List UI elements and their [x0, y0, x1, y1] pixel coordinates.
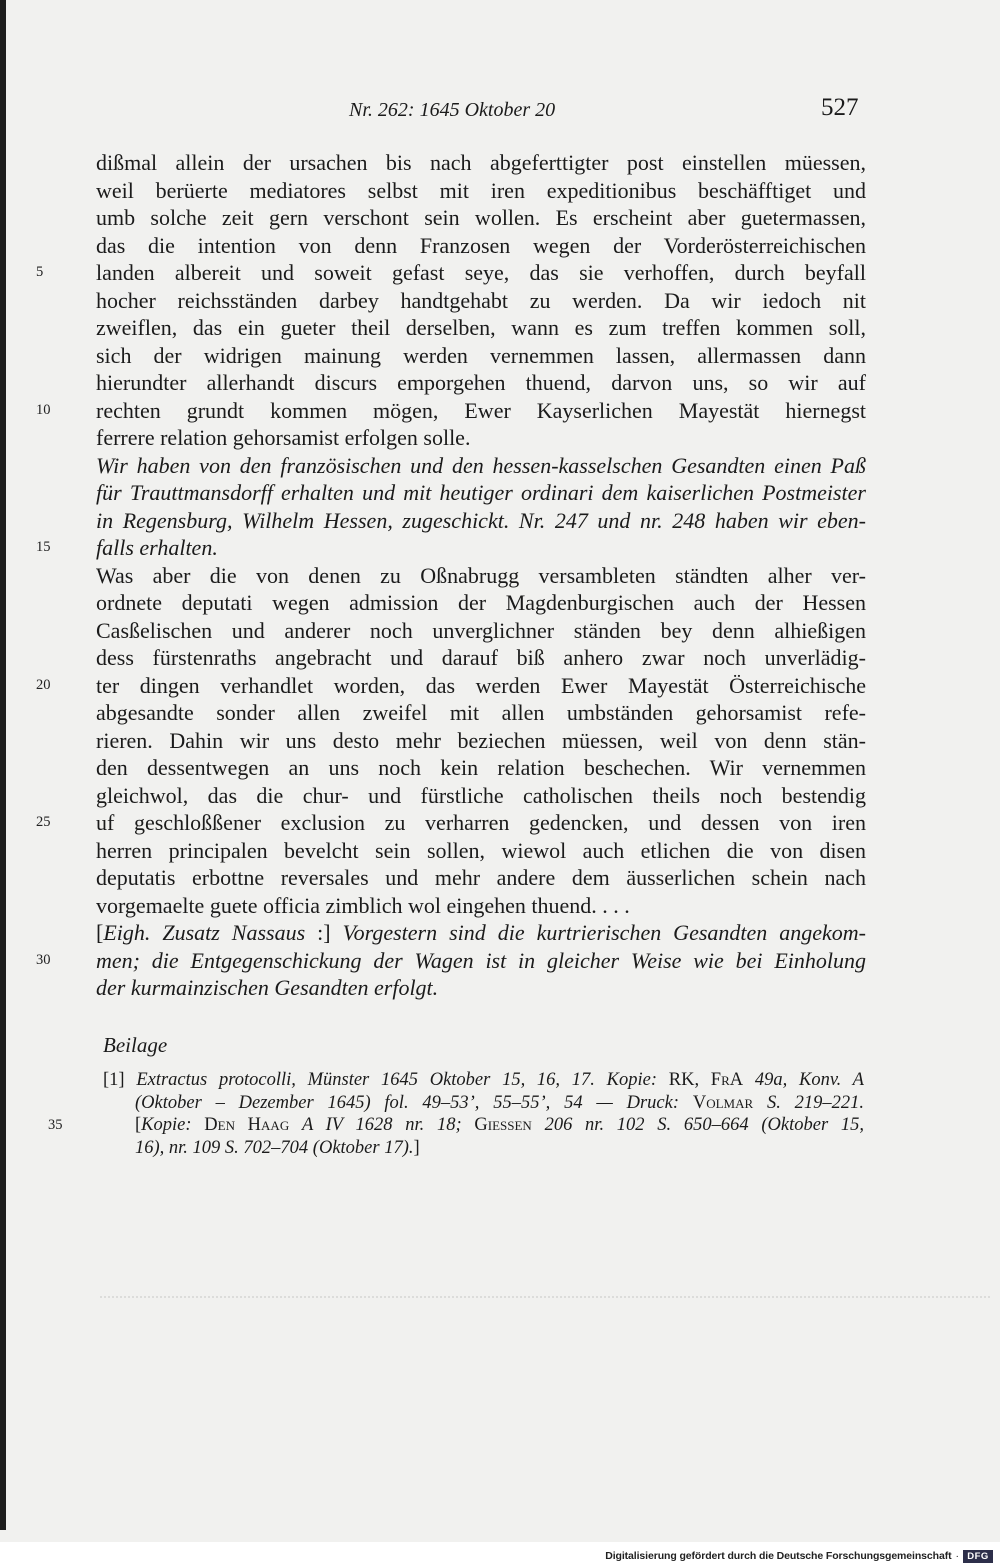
addition-line [96, 974, 866, 1002]
beilage-heading: Beilage [103, 1033, 168, 1057]
text-line [36, 672, 866, 700]
text-line [96, 149, 866, 177]
line-number: 30 [36, 951, 51, 968]
line-text: falls erhalten. [96, 535, 218, 560]
page-number: 527 [821, 94, 859, 121]
text-line [96, 232, 866, 260]
line-text: für Trauttmansdorff erhalten und mit heutiger ordinari dem kaiserlichen Postmeister [96, 480, 866, 505]
line-text: hocher reichsständen darbey handtgehabt zu werden. Da wir iedoch nit [96, 287, 866, 313]
main-text [36, 149, 866, 1002]
beilage-entry [48, 1069, 865, 1160]
archive-reference: 49a, Konv. A [754, 1070, 864, 1090]
text-line [36, 397, 866, 425]
entry-date-range: (Oktober – Dezember 1645) fol. 49–53’, 55–55’, 54 — Druck: [135, 1092, 680, 1113]
line-text: uf geschloßßener exclusion zu verharren gedencken, und dessen von iren [96, 810, 866, 835]
line-text: ferrere relation gehorsamist erfolgen solle. [96, 425, 471, 450]
note-line [135, 1092, 864, 1115]
text-line [96, 699, 866, 727]
line-text: sich der widrigen mainung werden vernemmen lassen, allermassen dann [96, 342, 866, 368]
archive-reference: 206 nr. 102 S. 650–664 (Oktober 15, [544, 1115, 865, 1136]
archive-siglum: RK, FrA [668, 1070, 744, 1090]
addition-label: Eigh. Zusatz Nassaus [103, 920, 306, 945]
line-text: in Regensburg, Wilhelm Hessen, zugeschickt. Nr. 247 und nr. 248 haben wir eben- [96, 507, 866, 533]
bracket-close: :] [305, 920, 331, 945]
line-text: abgesandte sonder allen zweifel mit allen umbständen gehorsamist refe- [96, 700, 866, 725]
line-number: 15 [36, 539, 51, 555]
archive-siglum: Giessen [474, 1115, 532, 1136]
bracket-close: ] [413, 1138, 420, 1159]
footer-separator: · [955, 1550, 959, 1562]
text-line [36, 809, 866, 837]
edition-pages: S. 219–221. [766, 1092, 865, 1113]
line-text: Wir haben von den französischen und den hessen-kasselschen Gesandten einen Paß [96, 452, 866, 478]
line-text: herren principalen bevelcht sein sollen, wiewol auch etlichen die von disen [96, 837, 866, 863]
note-line [135, 1137, 864, 1160]
text-line [96, 314, 866, 342]
line-text: zweiflen, das ein gueter theil derselben, wann es zum treffen kommen soll, [96, 315, 866, 340]
line-text: dißmal allein der ursachen bis nach abgeferttigter post einstellen müessen, [96, 150, 866, 175]
scan-edge-shadow [0, 0, 6, 1530]
text-line [96, 754, 866, 782]
summary-line [96, 507, 866, 535]
text-line [36, 259, 866, 287]
line-text: Was aber die von denen zu Oßnabrugg versambleten ständten alher ver- [96, 562, 866, 588]
text-line [96, 782, 866, 810]
archive-reference: A IV 1628 nr. 18; [301, 1115, 462, 1136]
summary-line [36, 534, 866, 562]
text-line [96, 342, 866, 370]
line-text: gleichwol, das die chur- und fürstliche catholischen theils noch bestendig [96, 782, 866, 808]
text-line [96, 644, 866, 672]
dfg-logo-icon: DFG [963, 1550, 993, 1563]
line-text: das die intention von denn Franzosen wegen der Vorderösterreichischen [96, 232, 866, 258]
line-text: der kurmainzischen Gesandten erfolgt. [96, 975, 439, 1000]
summary-line [96, 452, 866, 480]
copy-label: Kopie: [141, 1115, 192, 1136]
line-text: dess fürstenraths angebracht und darauf biß anhero zwar noch unverlädig- [96, 645, 866, 670]
text-line [96, 892, 866, 920]
archive-siglum: Den Haag [204, 1115, 290, 1136]
text-line [96, 864, 866, 892]
line-text: weil berüerte mediatores selbst mit iren expeditionibus beschäfftiget und [96, 177, 866, 203]
line-text: Vorgestern sind die kurtrierischen Gesandten angekom- [342, 920, 866, 945]
line-text: landen albereit und soweit gefast seye, das sie verhoffen, durch beyfall [96, 260, 866, 285]
line-number: 25 [36, 814, 51, 830]
addition-line [36, 947, 866, 975]
text-line [96, 177, 866, 205]
line-number: 10 [36, 401, 51, 418]
entry-marker: [1] [103, 1070, 125, 1090]
entry-title: Extractus protocolli, Münster 1645 Oktober 15, 16, 17. Kopie: [136, 1070, 658, 1090]
note-line [103, 1069, 864, 1092]
line-number: 35 [48, 1117, 63, 1134]
line-text: vorgemaelte guete officia zimblich wol eingehen thuend. . . . [96, 892, 630, 918]
line-number: 20 [36, 676, 51, 693]
text-line [96, 562, 866, 590]
line-text: hierundter allerhandt discurs emporgehen thuend, darvon uns, so wir auf [96, 370, 866, 395]
line-text: umb solche zeit gern verschont sein wollen. Es erscheint aber guetermassen, [96, 205, 866, 230]
line-text: ter dingen verhandlet worden, das werden Ewer Mayestät Österreichische [96, 672, 866, 698]
line-number: 5 [36, 264, 44, 280]
text-line [96, 369, 866, 397]
bracket-open: [ [96, 920, 104, 945]
edition-siglum: Volmar [692, 1092, 754, 1113]
scan-artifact-dotted-line [100, 1296, 990, 1298]
addition-line [96, 919, 866, 947]
summary-line [96, 479, 866, 507]
bracket-open: [ [135, 1115, 142, 1136]
line-text: rechten grundt kommen mögen, Ewer Kayserlichen Mayestät hiernegst [96, 397, 866, 423]
line-text: men; die Entgegenschickung der Wagen ist in gleicher Weise wie bei Einholung [96, 947, 866, 973]
funding-note: Digitalisierung gefördert durch die Deutsche Forschungsgemeinschaft [605, 1550, 952, 1562]
note-line [48, 1114, 865, 1137]
line-text: rieren. Dahin wir uns desto mehr beziechen müessen, weil von denn stän- [96, 727, 866, 753]
text-line [96, 727, 866, 755]
archive-reference: 16), nr. 109 S. 702–704 (Oktober 17). [135, 1138, 414, 1159]
text-line [96, 287, 866, 315]
line-text: deputatis erbottne reversales und mehr andere dem äusserlichen schein nach [96, 865, 866, 890]
text-line [96, 617, 866, 645]
text-line [96, 424, 866, 452]
text-line [96, 837, 866, 865]
text-line [96, 204, 866, 232]
running-title: Nr. 262: 1645 Oktober 20 [349, 99, 556, 121]
line-text: den dessentwegen an uns noch kein relation beschechen. Wir vernemmen [96, 755, 866, 780]
funding-footer [605, 1549, 993, 1563]
line-text: Casßelischen und anderer noch unverglichner ständen bey denn alhießigen [96, 617, 866, 643]
text-line [96, 589, 866, 617]
line-text: ordnete deputati wegen admission der Magdenburgischen auch der Hessen [96, 590, 866, 615]
